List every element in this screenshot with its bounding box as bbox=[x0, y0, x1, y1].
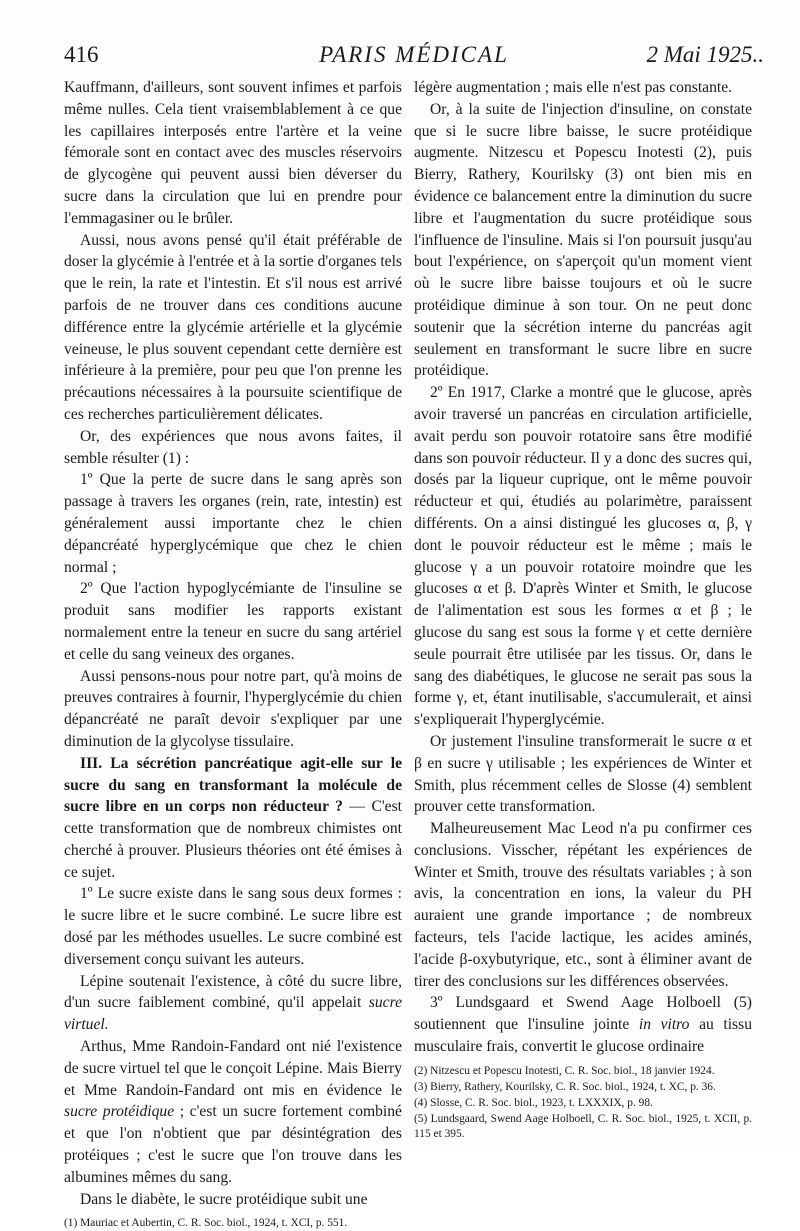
journal-title: PARIS MÉDICAL bbox=[319, 42, 509, 67]
paragraph: 1º Que la perte de sucre dans le sang après son passage à travers les organes (rein, rate, intestin) est généralement aussi importante chez le chien dépancréaté hyperglycémique que chez le chien normal ; bbox=[64, 471, 402, 576]
left-column bbox=[64, 77, 402, 1231]
paragraph-text: Lépine soutenait l'existence, à côté du sucre libre, d'un sucre faiblement combiné, qu'il appelait bbox=[64, 972, 402, 1012]
footnotes bbox=[64, 1216, 402, 1231]
paragraph bbox=[414, 992, 752, 1057]
paragraph: 2º En 1917, Clarke a montré que le glucose, après avoir traversé un pancréas en circulation artificielle, avait perdu son pouvoir rotatoire sans être modifié dans son pouvoir réducteur. Il y a donc des sucres qui, dosés par la liqueur cuprique, ont le même pouvoir réducteur et qui, étudiés au polarimètre, paraissent différents. On a ainsi distingué les glucoses α, β, γ dont le pouvoir réducteur est le même ; mais le glucose γ a un pouvoir rotatoire moindre que les glucoses α et β. D'après Winter et Smith, le glucose de l'alimentation est sous les formes α et β ; le glucose du sang est sous la forme γ et cette dernière seule pourrait être utilisée par les tissus. Or, dans le sang des diabétiques, le glucose ne serait pas sous la forme γ, et, étant inutilisable, s'accumulerait, et ainsi s'expliquerait l'hyperglycémie. bbox=[414, 384, 752, 729]
paragraph bbox=[64, 971, 402, 1036]
footnote: (5) Lundsgaard, Swend Aage Holboell, C. R. Soc. biol., 1925, t. XCII, p. 115 et 395. bbox=[414, 1112, 752, 1140]
paragraph bbox=[64, 1036, 402, 1189]
emphasis-text: sucre protéidique bbox=[64, 1103, 175, 1121]
paragraph: Or, à la suite de l'injection d'insuline, on constate que si le sucre libre baisse, le sucre protéidique augmente. Nitzescu et Popescu Inotesti (2), puis Bierry, Rathery, Kourilsky (3) ont bien mis en évidence ce balancement entre la diminution du sucre libre et l'augmentation du sucre protéidique sous l'influence de l'insuline. Mais si l'on poursuit jusqu'au bout l'expérience, on s'aperçoit qu'un moment vient où le sucre libre baisse toujours et où le sucre protéidique diminue à son tour. On ne peut donc soutenir que la sécrétion interne du pancréas agit seulement en transformant le sucre libre en sucre protéidique. bbox=[414, 100, 752, 380]
page-header bbox=[64, 42, 764, 72]
paragraph-text: Arthus, Mme Randoin-Fandard ont nié l'existence de sucre virtuel tel que le conçoit Lépine. Mais Bierry et Mme Randoin-Fandard ont mis en évidence le bbox=[64, 1038, 402, 1099]
paragraph-text: ; c'est un sucre fortement combiné et que l'on n'obtient que par désintégration des protéiques ; c'est le sucre que l'on trouve dans les albumines mêmes du sang. bbox=[64, 1103, 402, 1186]
footnote: (1) Mauriac et Aubertin, C. R. Soc. biol., 1924, t. XCI, p. 551. bbox=[64, 1217, 348, 1230]
section-heading: III. La sécrétion pancréatique agit-elle sur le sucre du sang en transformant la molécule de sucre libre en un corps non réducteur ? bbox=[64, 754, 402, 816]
paragraph: Aussi, nous avons pensé qu'il était préférable de doser la glycémie à l'entrée et à la sortie d'organes tels que le rein, la rate et l'intestin. Et s'il nous est arrivé parfois de ne trouver dans ces conditions aucune différence entre la glycémie artérielle et la glycémie veineuse, le plus souvent cependant cette dernière est inférieure à la première, pour peu que l'on prenne les précautions nécessaires à la poursuite scientifique de ces recherches particulièrement délicates. bbox=[64, 231, 402, 423]
paragraph: Malheureusement Mac Leod n'a pu confirmer ces conclusions. Visscher, répétant les expériences de Winter et Smith, trouve des résultats variables ; à son avis, la concentration en ions, la valeur du PH auraient une grande importance ; de nombreux facteurs, tels l'acide lactique, les acides aminés, l'acide β-oxybutyrique, etc., sont à éliminer avant de tirer des conclusions sur les différences observées. bbox=[414, 820, 752, 990]
issue-date: 2 Mai 1925.. bbox=[646, 42, 764, 67]
footnotes bbox=[414, 1064, 752, 1142]
paragraph: Kauffmann, d'ailleurs, sont souvent infimes et parfois même nulles. Cela tient vraisemblablement à ce que les capillaires interposés entre l'artère et la veine fémorale sont en contact avec des muscles réservoirs de glycogène qui peuvent aussi bien déverser du sucre dans la circulation que lui en prendre pour l'emmagasiner ou le brûler. bbox=[64, 79, 402, 227]
footnote: (4) Slosse, C. R. Soc. biol., 1923, t. LXXXIX, p. 98. bbox=[414, 1096, 653, 1109]
paragraph: 1º Le sucre existe dans le sang sous deux formes : le sucre libre et le sucre combiné. Le sucre libre est dosé par les méthodes usuelles. Le sucre combiné est diversement conçu suivant les auteurs. bbox=[64, 885, 402, 968]
paragraph: 2º Que l'action hypoglycémiante de l'insuline se produit sans modifier les rapports existant normalement entre la teneur en sucre du sang artériel et celle du sang veineux des organes. bbox=[64, 580, 402, 663]
right-column bbox=[414, 77, 752, 1142]
emphasis-text: sucre virtuel. bbox=[64, 994, 402, 1034]
footnote: (3) Bierry, Rathery, Kourilsky, C. R. Soc. biol., 1924, t. XC, p. 36. bbox=[414, 1080, 716, 1093]
paragraph: Aussi pensons-nous pour notre part, qu'à moins de preuves contraires à fournir, l'hyperglycémie du chien dépancréaté ne paraît devoir s'expliquer par une diminution de la glycolyse tissulaire. bbox=[64, 667, 402, 750]
paragraph: légère augmentation ; mais elle n'est pas constante. bbox=[414, 79, 733, 96]
section-heading-paragraph bbox=[64, 753, 402, 884]
paragraph-text: au tissu musculaire frais, convertit le glucose ordinaire bbox=[414, 1016, 752, 1056]
emphasis-text: in vitro bbox=[638, 1016, 690, 1034]
footnote: (2) Nitzescu et Popescu Inotesti, C. R. Soc. biol., 18 janvier 1924. bbox=[414, 1064, 715, 1077]
paragraph-text: — C'est cette transformation que de nombreux chimistes ont cherché à prouver. Plusieurs théories ont été émises à ce sujet. bbox=[64, 798, 402, 881]
paragraph: Or justement l'insuline transformerait le sucre α et β en sucre γ utilisable ; les expériences de Winter et Smith, plus récemment celles de Slosse (4) semblent prouver cette transformation. bbox=[414, 732, 752, 816]
paragraph-text: 3º Lundsgaard et Swend Aage Holboell (5) soutiennent que l'insuline jointe bbox=[414, 994, 752, 1034]
paragraph: Or, des expériences que nous avons faites, il semble résulter (1) : bbox=[64, 427, 402, 467]
page-number: 416 bbox=[64, 42, 99, 67]
paragraph: Dans le diabète, le sucre protéidique subit une bbox=[80, 1190, 368, 1208]
